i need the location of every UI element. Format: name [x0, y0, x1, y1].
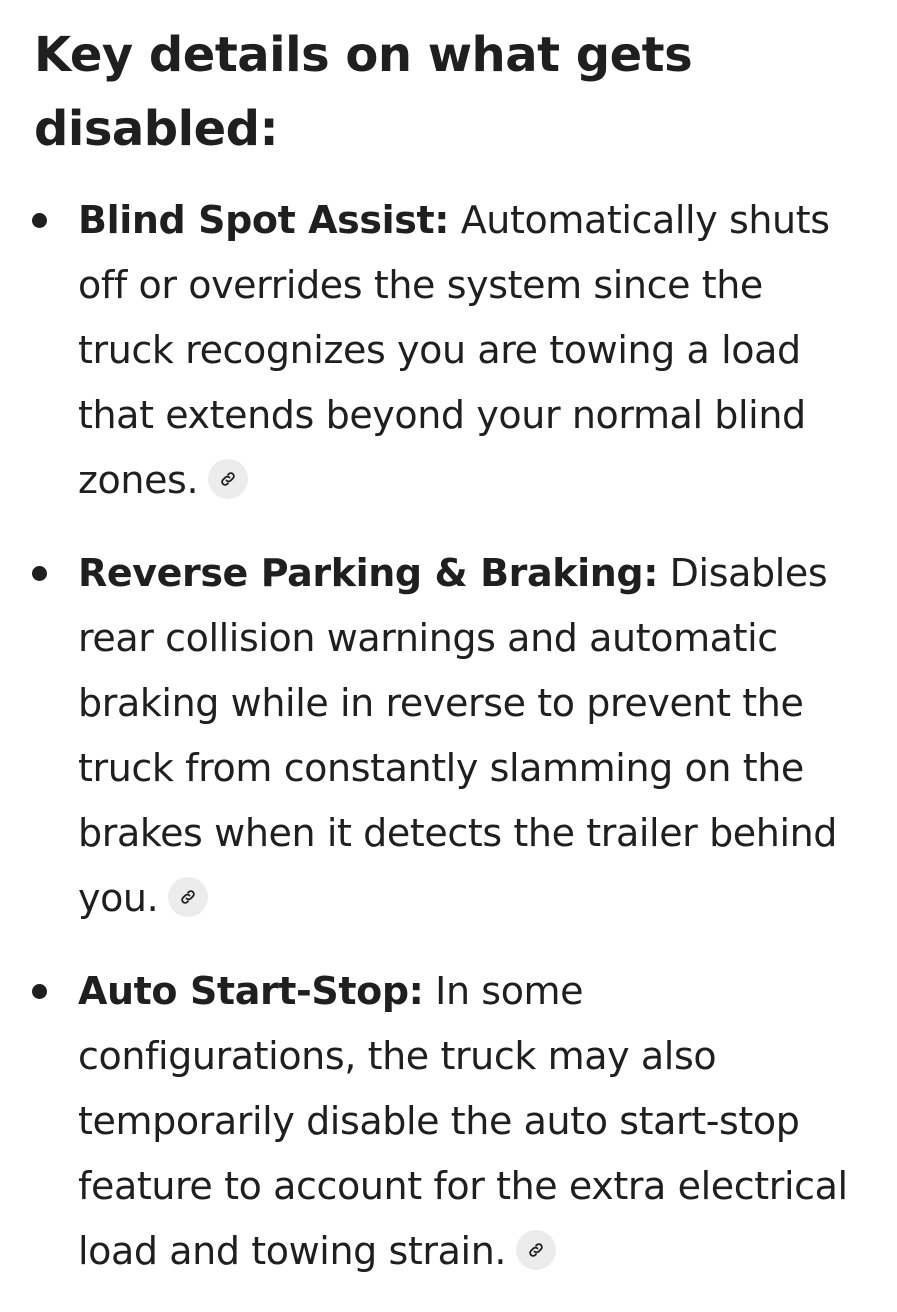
disabled-features-list — [34, 188, 864, 1284]
item-text: Automatically shuts off or overrides the system since the truck recognizes you are towing a load that extends beyond your normal blind zones. — [78, 198, 830, 502]
link-icon — [219, 470, 237, 488]
source-link-button[interactable] — [168, 877, 208, 917]
section-heading: Key details on what gets disabled: — [34, 27, 693, 157]
list-item-auto-start-stop — [34, 959, 864, 1284]
bullet-icon — [32, 984, 47, 999]
link-icon — [179, 888, 197, 906]
bullet-icon — [32, 213, 47, 228]
item-text: Disables rear collision warnings and automatic braking while in reverse to prevent the truck from constantly slamming on the brakes when it detects the trailer behind you. — [78, 551, 838, 920]
list-item-reverse-parking-braking — [34, 541, 864, 931]
link-icon — [527, 1241, 545, 1259]
item-text: In some configurations, the truck may also temporarily disable the auto start-stop feature to account for the extra electrical load and towing strain. — [78, 969, 848, 1273]
source-link-button[interactable] — [208, 459, 248, 499]
item-title: Auto Start-Stop: — [78, 969, 424, 1013]
source-link-button[interactable] — [516, 1230, 556, 1270]
item-title: Blind Spot Assist: — [78, 198, 450, 242]
list-item-blind-spot-assist — [34, 188, 864, 513]
bullet-icon — [32, 566, 47, 581]
item-title: Reverse Parking & Braking: — [78, 551, 658, 595]
response-section — [34, 18, 864, 1312]
